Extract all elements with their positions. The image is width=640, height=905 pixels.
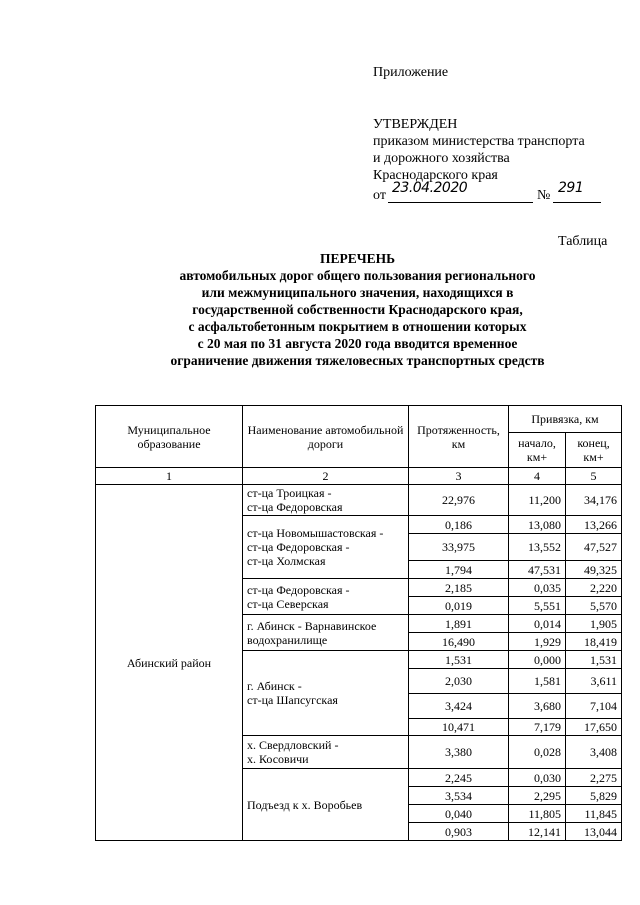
road-name-line: ст-ца Новомышастовская - [247,526,384,540]
start-cell: 3,680 [509,694,566,719]
title-line: с асфальтобетонным покрытием в отношении которых [188,319,527,334]
road-name-line: г. Абинск - [247,679,302,693]
start-cell: 2,295 [509,787,566,805]
approved-by-line-3: Краснодарского края [373,168,498,183]
municipality-cell: Абинский район [96,485,243,841]
end-cell: 49,325 [566,561,622,579]
start-cell: 0,030 [509,769,566,787]
start-cell: 7,179 [509,719,566,736]
title-line: с 20 мая по 31 августа 2020 года вводится временное [197,336,518,351]
end-cell: 7,104 [566,694,622,719]
order-number-handwritten: 291 [558,180,584,196]
road-name-line: ст-ца Шапсугская [247,693,338,707]
start-cell: 0,000 [509,651,566,669]
end-cell: 11,845 [566,805,622,823]
column-number: 1 [96,468,243,485]
road-name-cell [243,651,409,736]
column-number: 4 [509,468,566,485]
road-name-line: Подъезд к х. Воробьев [247,797,363,812]
road-name-line: водохранилище [247,632,328,647]
title-line: ПЕРЕЧЕНЬ [319,251,396,266]
road-name-line: ст-ца Троицкая - [247,486,332,500]
road-name-line: х. Свердловский - [247,738,339,752]
start-cell: 13,080 [509,516,566,534]
road-name-cell [243,516,409,579]
approved-by-line-1: приказом министерства транспорта [373,134,585,149]
document-title [95,250,620,369]
header-binding: Привязка, км [509,406,622,433]
title-line: автомобильных дорог общего пользования регионального [179,268,536,283]
end-cell: 13,266 [566,516,622,534]
road-name-line: ст-ца Федоровская - [247,582,350,597]
end-cell: 18,419 [566,633,622,651]
end-cell: 13,044 [566,823,622,841]
column-number: 2 [243,468,409,485]
length-cell: 3,534 [409,787,509,805]
length-cell: 1,891 [409,615,509,633]
end-cell: 1,531 [566,651,622,669]
start-cell: 47,531 [509,561,566,579]
start-cell: 0,028 [509,736,566,769]
order-number-underline [553,202,601,203]
end-cell: 2,275 [566,769,622,787]
length-cell: 2,185 [409,579,509,597]
length-cell: 0,019 [409,597,509,615]
end-cell: 5,829 [566,787,622,805]
title-line: или межмуниципального значения, находящихся в [201,285,514,300]
order-date-underline [388,202,533,203]
road-name-cell [243,769,409,841]
length-cell: 16,490 [409,633,509,651]
road-name-line: ст-ца Холмская [247,554,326,568]
approved-label: УТВЕРЖДЕН [373,117,458,132]
approved-by-line-2: и дорожного хозяйства [373,151,510,166]
road-name-cell [243,615,409,651]
start-cell: 12,141 [509,823,566,841]
length-cell: 1,531 [409,651,509,669]
header-length: Протяженность, км [409,406,509,468]
end-cell: 3,611 [566,669,622,694]
length-cell: 10,471 [409,719,509,736]
road-name-line: ст-ца Северская [247,596,329,611]
start-cell: 5,551 [509,597,566,615]
road-name-line: х. Косовичи [247,752,309,766]
start-cell: 0,035 [509,579,566,597]
header-end: конец, км+ [566,433,622,468]
length-cell: 33,975 [409,534,509,561]
length-cell: 3,424 [409,694,509,719]
length-cell: 0,903 [409,823,509,841]
road-name-line: ст-ца Федоровская - [247,540,350,554]
title-line: ограничение движения тяжеловесных транспортных средств [170,353,545,368]
column-number: 3 [409,468,509,485]
table-row [96,485,622,516]
title-line: государственной собственности Краснодарского края, [192,302,523,317]
order-from-prefix: от [373,188,386,203]
end-cell: 17,650 [566,719,622,736]
header-start: начало, км+ [509,433,566,468]
length-cell: 2,245 [409,769,509,787]
end-cell: 47,527 [566,534,622,561]
column-number: 5 [566,468,622,485]
appendix-label: Приложение [373,65,449,80]
road-name-cell [243,736,409,769]
start-cell: 13,552 [509,534,566,561]
header-municipality: Муниципальное образование [96,406,243,468]
length-cell: 0,040 [409,805,509,823]
length-cell: 2,030 [409,669,509,694]
end-cell: 5,570 [566,597,622,615]
start-cell: 11,200 [509,485,566,516]
length-cell: 1,794 [409,561,509,579]
road-name-cell [243,579,409,615]
order-number-prefix: № [537,188,551,203]
order-date-handwritten: 23.04.2020 [392,180,468,196]
end-cell: 3,408 [566,736,622,769]
end-cell: 2,220 [566,579,622,597]
length-cell: 3,380 [409,736,509,769]
start-cell: 1,929 [509,633,566,651]
start-cell: 0,014 [509,615,566,633]
start-cell: 11,805 [509,805,566,823]
road-name-line: г. Абинск - Варнавинское [247,618,377,633]
length-cell: 22,976 [409,485,509,516]
end-cell: 1,905 [566,615,622,633]
length-cell: 0,186 [409,516,509,534]
roads-table [95,405,622,841]
road-name-line: ст-ца Федоровская [247,500,343,514]
road-name-cell [243,485,409,516]
start-cell: 1,581 [509,669,566,694]
table-caption: Таблица [558,234,608,249]
header-road-name: Наименование автомобильной дороги [243,406,409,468]
end-cell: 34,176 [566,485,622,516]
